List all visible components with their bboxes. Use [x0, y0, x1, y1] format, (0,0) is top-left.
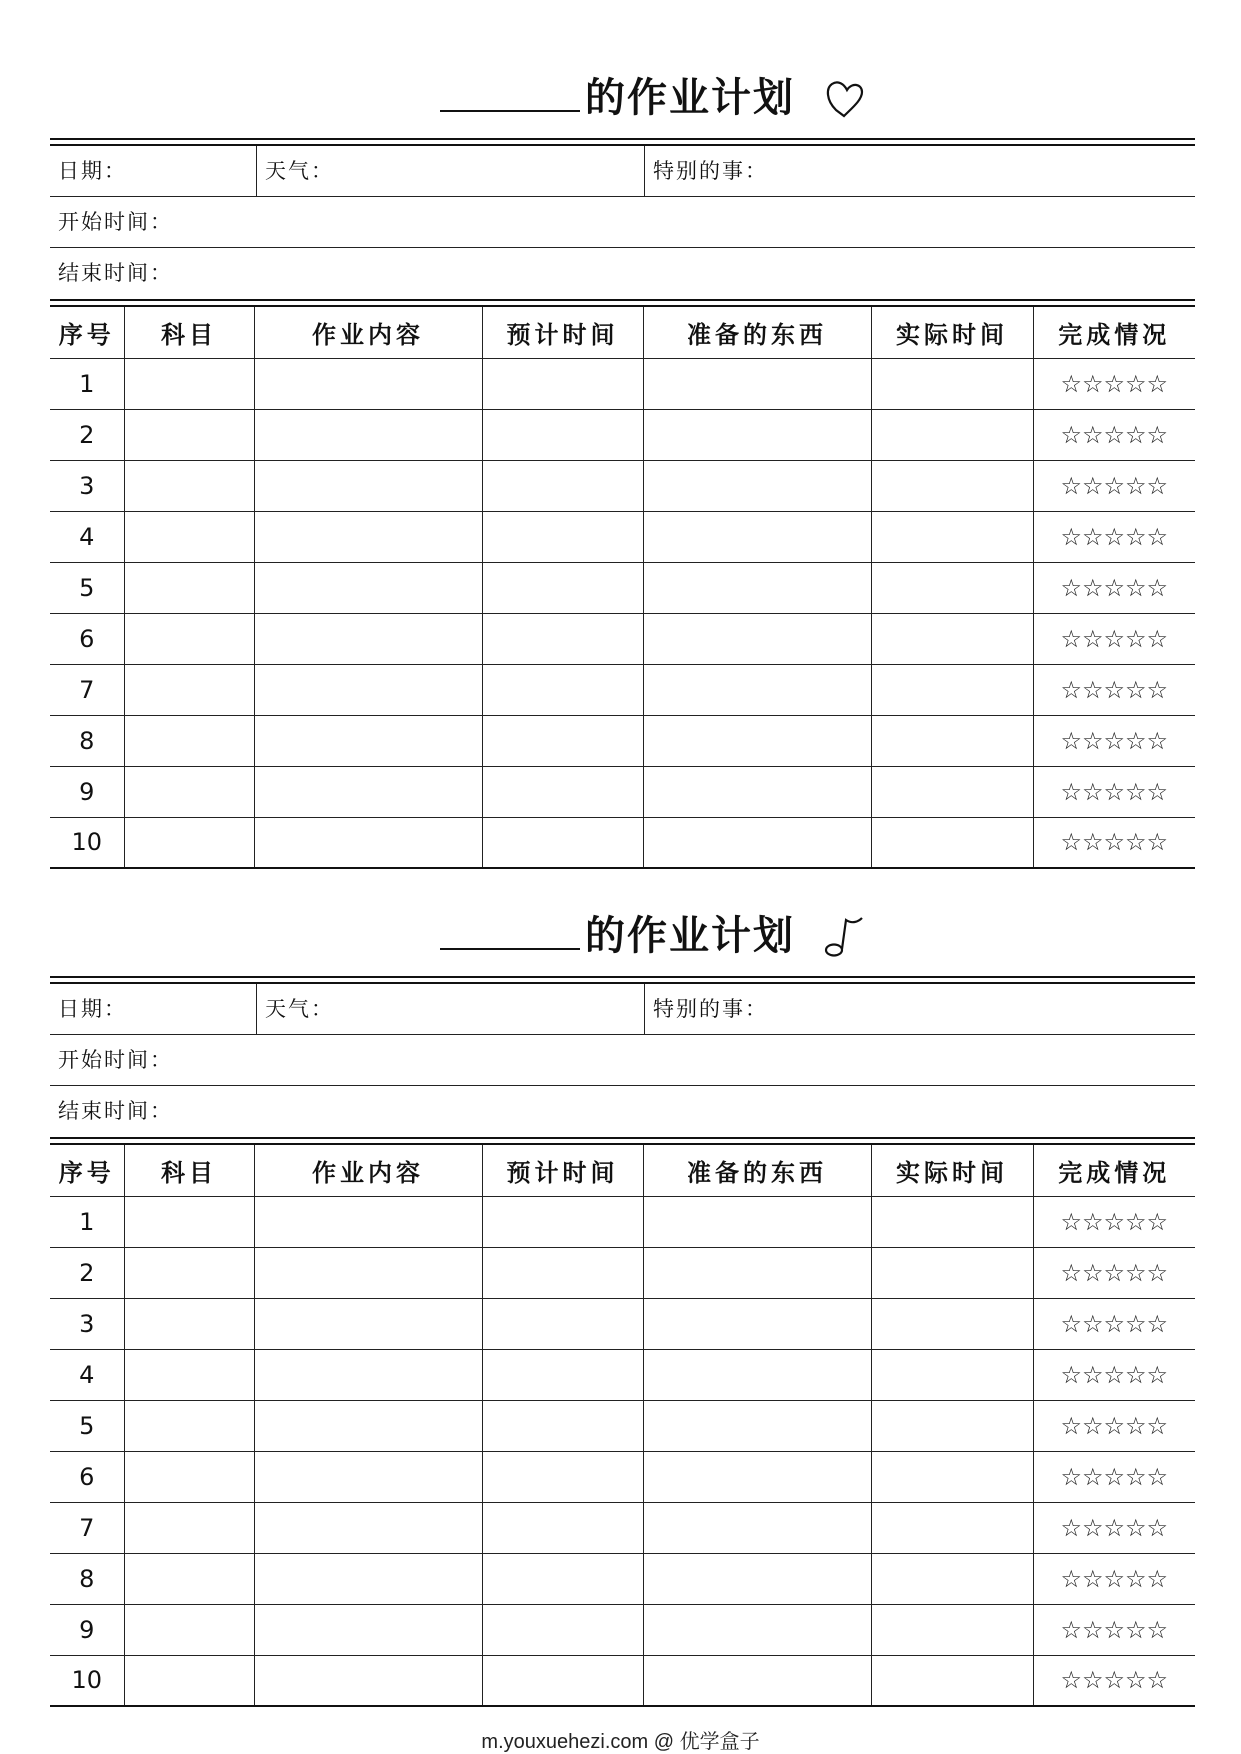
plan-title: 的作业计划: [585, 75, 795, 121]
weather-field[interactable]: 天气：: [256, 984, 644, 1034]
materials-cell[interactable]: [643, 1655, 871, 1706]
star-rating[interactable]: ☆☆☆☆☆: [1033, 460, 1195, 511]
homework-table: [50, 1145, 1195, 1707]
star-rating[interactable]: ☆☆☆☆☆: [1033, 358, 1195, 409]
table-row: [50, 1247, 1195, 1298]
table-row: [50, 460, 1195, 511]
materials-cell[interactable]: [643, 1400, 871, 1451]
row-number: 7: [50, 664, 124, 715]
content-cell[interactable]: [254, 766, 482, 817]
materials-cell[interactable]: [643, 1553, 871, 1604]
homework-plan-2: [50, 898, 1195, 1707]
materials-cell[interactable]: [643, 358, 871, 409]
name-blank-line[interactable]: [440, 948, 580, 950]
info-row: [50, 146, 1195, 197]
header-completion: 完成情况: [1033, 307, 1195, 358]
estimated-time-cell[interactable]: [482, 715, 643, 766]
subject-cell[interactable]: [124, 460, 254, 511]
materials-cell[interactable]: [643, 1247, 871, 1298]
content-cell[interactable]: [254, 817, 482, 868]
estimated-time-cell[interactable]: [482, 1604, 643, 1655]
homework-plan-1: [50, 60, 1195, 869]
content-cell[interactable]: [254, 562, 482, 613]
header-no: 序号: [50, 1145, 124, 1196]
star-rating[interactable]: ☆☆☆☆☆: [1033, 1247, 1195, 1298]
estimated-time-cell[interactable]: [482, 1655, 643, 1706]
homework-table: [50, 307, 1195, 869]
end-time-field[interactable]: 结束时间：: [58, 1099, 173, 1123]
content-cell[interactable]: [254, 1451, 482, 1502]
table-row: [50, 1349, 1195, 1400]
table-row: [50, 511, 1195, 562]
materials-cell[interactable]: [643, 1502, 871, 1553]
row-number: 6: [50, 1451, 124, 1502]
subject-cell[interactable]: [124, 1655, 254, 1706]
star-rating[interactable]: ☆☆☆☆☆: [1033, 664, 1195, 715]
star-rating[interactable]: ☆☆☆☆☆: [1033, 1553, 1195, 1604]
actual-time-cell[interactable]: [871, 1400, 1033, 1451]
materials-cell[interactable]: [643, 613, 871, 664]
header-estimated-time: 预计时间: [482, 1145, 643, 1196]
table-row: [50, 817, 1195, 868]
content-cell[interactable]: [254, 613, 482, 664]
materials-cell[interactable]: [643, 1451, 871, 1502]
table-row: [50, 1451, 1195, 1502]
header-materials: 准备的东西: [643, 1145, 871, 1196]
end-time-row: [50, 248, 1195, 299]
estimated-time-cell[interactable]: [482, 1196, 643, 1247]
actual-time-cell[interactable]: [871, 511, 1033, 562]
star-rating[interactable]: ☆☆☆☆☆: [1033, 1604, 1195, 1655]
header-subject: 科目: [124, 1145, 254, 1196]
subject-cell[interactable]: [124, 715, 254, 766]
table-header-row: [50, 1145, 1195, 1196]
subject-cell[interactable]: [124, 766, 254, 817]
table-row: [50, 1298, 1195, 1349]
row-number: 8: [50, 1553, 124, 1604]
subject-cell[interactable]: [124, 511, 254, 562]
actual-time-cell[interactable]: [871, 1298, 1033, 1349]
date-field[interactable]: 日期：: [58, 159, 127, 183]
end-time-field[interactable]: 结束时间：: [58, 261, 173, 285]
table-row: [50, 613, 1195, 664]
table-row: [50, 1196, 1195, 1247]
header-no: 序号: [50, 307, 124, 358]
estimated-time-cell[interactable]: [482, 511, 643, 562]
table-row: [50, 1604, 1195, 1655]
table-row: [50, 1553, 1195, 1604]
estimated-time-cell[interactable]: [482, 1502, 643, 1553]
estimated-time-cell[interactable]: [482, 562, 643, 613]
estimated-time-cell[interactable]: [482, 1400, 643, 1451]
subject-cell[interactable]: [124, 1196, 254, 1247]
materials-cell[interactable]: [643, 766, 871, 817]
subject-cell[interactable]: [124, 409, 254, 460]
double-rule: [50, 1137, 1195, 1145]
table-row: [50, 358, 1195, 409]
table-row: [50, 1502, 1195, 1553]
star-rating[interactable]: ☆☆☆☆☆: [1033, 511, 1195, 562]
actual-time-cell[interactable]: [871, 409, 1033, 460]
star-rating[interactable]: ☆☆☆☆☆: [1033, 1451, 1195, 1502]
row-number: 8: [50, 715, 124, 766]
actual-time-cell[interactable]: [871, 1502, 1033, 1553]
materials-cell[interactable]: [643, 1298, 871, 1349]
actual-time-cell[interactable]: [871, 1196, 1033, 1247]
row-number: 2: [50, 1247, 124, 1298]
actual-time-cell[interactable]: [871, 766, 1033, 817]
estimated-time-cell[interactable]: [482, 1349, 643, 1400]
row-number: 5: [50, 562, 124, 613]
plan-title-row: [50, 60, 1195, 138]
star-rating[interactable]: ☆☆☆☆☆: [1033, 1655, 1195, 1706]
heart-icon: [822, 74, 866, 122]
content-cell[interactable]: [254, 1196, 482, 1247]
content-cell[interactable]: [254, 409, 482, 460]
row-number: 2: [50, 409, 124, 460]
row-number: 4: [50, 511, 124, 562]
start-time-field[interactable]: 开始时间：: [58, 1048, 173, 1072]
row-number: 9: [50, 1604, 124, 1655]
content-cell[interactable]: [254, 1502, 482, 1553]
header-subject: 科目: [124, 307, 254, 358]
header-actual-time: 实际时间: [871, 1145, 1033, 1196]
materials-cell[interactable]: [643, 1604, 871, 1655]
actual-time-cell[interactable]: [871, 1349, 1033, 1400]
actual-time-cell[interactable]: [871, 1604, 1033, 1655]
special-event-field[interactable]: 特别的事：: [644, 146, 1195, 196]
subject-cell[interactable]: [124, 1553, 254, 1604]
star-rating[interactable]: ☆☆☆☆☆: [1033, 1196, 1195, 1247]
footer-watermark: m.youxuehezi.com @ 优学盒子: [481, 1731, 760, 1753]
materials-cell[interactable]: [643, 1349, 871, 1400]
content-cell[interactable]: [254, 358, 482, 409]
materials-cell[interactable]: [643, 664, 871, 715]
estimated-time-cell[interactable]: [482, 460, 643, 511]
star-rating[interactable]: ☆☆☆☆☆: [1033, 1298, 1195, 1349]
content-cell[interactable]: [254, 664, 482, 715]
actual-time-cell[interactable]: [871, 664, 1033, 715]
row-number: 4: [50, 1349, 124, 1400]
weather-field[interactable]: 天气：: [256, 146, 644, 196]
content-cell[interactable]: [254, 460, 482, 511]
row-number: 10: [50, 1655, 124, 1706]
content-cell[interactable]: [254, 1655, 482, 1706]
subject-cell[interactable]: [124, 1298, 254, 1349]
subject-cell[interactable]: [124, 664, 254, 715]
table-header-row: [50, 307, 1195, 358]
content-cell[interactable]: [254, 1400, 482, 1451]
content-cell[interactable]: [254, 1247, 482, 1298]
actual-time-cell[interactable]: [871, 715, 1033, 766]
subject-cell[interactable]: [124, 1349, 254, 1400]
row-number: 5: [50, 1400, 124, 1451]
row-number: 3: [50, 460, 124, 511]
actual-time-cell[interactable]: [871, 1655, 1033, 1706]
subject-cell[interactable]: [124, 1604, 254, 1655]
special-event-field[interactable]: 特别的事：: [644, 984, 1195, 1034]
estimated-time-cell[interactable]: [482, 613, 643, 664]
estimated-time-cell[interactable]: [482, 1298, 643, 1349]
subject-cell[interactable]: [124, 358, 254, 409]
subject-cell[interactable]: [124, 1451, 254, 1502]
actual-time-cell[interactable]: [871, 1553, 1033, 1604]
plan-title: 的作业计划: [585, 913, 795, 959]
header-content: 作业内容: [254, 307, 482, 358]
row-number: 10: [50, 817, 124, 868]
content-cell[interactable]: [254, 1298, 482, 1349]
star-rating[interactable]: ☆☆☆☆☆: [1033, 562, 1195, 613]
content-cell[interactable]: [254, 1553, 482, 1604]
date-field[interactable]: 日期：: [58, 997, 127, 1021]
materials-cell[interactable]: [643, 511, 871, 562]
actual-time-cell[interactable]: [871, 1451, 1033, 1502]
star-rating[interactable]: ☆☆☆☆☆: [1033, 766, 1195, 817]
materials-cell[interactable]: [643, 817, 871, 868]
star-rating[interactable]: ☆☆☆☆☆: [1033, 715, 1195, 766]
star-rating[interactable]: ☆☆☆☆☆: [1033, 409, 1195, 460]
table-row: [50, 1655, 1195, 1706]
estimated-time-cell[interactable]: [482, 766, 643, 817]
start-time-row: [50, 1035, 1195, 1086]
table-row: [50, 562, 1195, 613]
start-time-field[interactable]: 开始时间：: [58, 210, 173, 234]
subject-cell[interactable]: [124, 562, 254, 613]
end-time-row: [50, 1086, 1195, 1137]
subject-cell[interactable]: [124, 1502, 254, 1553]
estimated-time-cell[interactable]: [482, 1451, 643, 1502]
header-estimated-time: 预计时间: [482, 307, 643, 358]
row-number: 7: [50, 1502, 124, 1553]
estimated-time-cell[interactable]: [482, 1553, 643, 1604]
estimated-time-cell[interactable]: [482, 1247, 643, 1298]
materials-cell[interactable]: [643, 715, 871, 766]
header-completion: 完成情况: [1033, 1145, 1195, 1196]
double-rule: [50, 138, 1195, 146]
row-number: 1: [50, 358, 124, 409]
materials-cell[interactable]: [643, 460, 871, 511]
materials-cell[interactable]: [643, 409, 871, 460]
estimated-time-cell[interactable]: [482, 664, 643, 715]
row-number: 6: [50, 613, 124, 664]
star-rating[interactable]: ☆☆☆☆☆: [1033, 1349, 1195, 1400]
music-note-icon: [822, 912, 866, 960]
table-row: [50, 766, 1195, 817]
plan-title-row: [50, 898, 1195, 976]
estimated-time-cell[interactable]: [482, 409, 643, 460]
star-rating[interactable]: ☆☆☆☆☆: [1033, 613, 1195, 664]
star-rating[interactable]: ☆☆☆☆☆: [1033, 1502, 1195, 1553]
content-cell[interactable]: [254, 511, 482, 562]
actual-time-cell[interactable]: [871, 1247, 1033, 1298]
header-actual-time: 实际时间: [871, 307, 1033, 358]
content-cell[interactable]: [254, 715, 482, 766]
actual-time-cell[interactable]: [871, 817, 1033, 868]
content-cell[interactable]: [254, 1604, 482, 1655]
actual-time-cell[interactable]: [871, 460, 1033, 511]
name-blank-line[interactable]: [440, 110, 580, 112]
materials-cell[interactable]: [643, 562, 871, 613]
subject-cell[interactable]: [124, 1400, 254, 1451]
info-row: [50, 984, 1195, 1035]
actual-time-cell[interactable]: [871, 358, 1033, 409]
estimated-time-cell[interactable]: [482, 817, 643, 868]
content-cell[interactable]: [254, 1349, 482, 1400]
materials-cell[interactable]: [643, 1196, 871, 1247]
star-rating[interactable]: ☆☆☆☆☆: [1033, 817, 1195, 868]
row-number: 3: [50, 1298, 124, 1349]
table-row: [50, 409, 1195, 460]
header-content: 作业内容: [254, 1145, 482, 1196]
header-materials: 准备的东西: [643, 307, 871, 358]
start-time-row: [50, 197, 1195, 248]
double-rule: [50, 299, 1195, 307]
row-number: 9: [50, 766, 124, 817]
subject-cell[interactable]: [124, 613, 254, 664]
subject-cell[interactable]: [124, 1247, 254, 1298]
actual-time-cell[interactable]: [871, 613, 1033, 664]
row-number: 1: [50, 1196, 124, 1247]
table-row: [50, 715, 1195, 766]
table-row: [50, 1400, 1195, 1451]
estimated-time-cell[interactable]: [482, 358, 643, 409]
actual-time-cell[interactable]: [871, 562, 1033, 613]
double-rule: [50, 976, 1195, 984]
table-row: [50, 664, 1195, 715]
subject-cell[interactable]: [124, 817, 254, 868]
star-rating[interactable]: ☆☆☆☆☆: [1033, 1400, 1195, 1451]
